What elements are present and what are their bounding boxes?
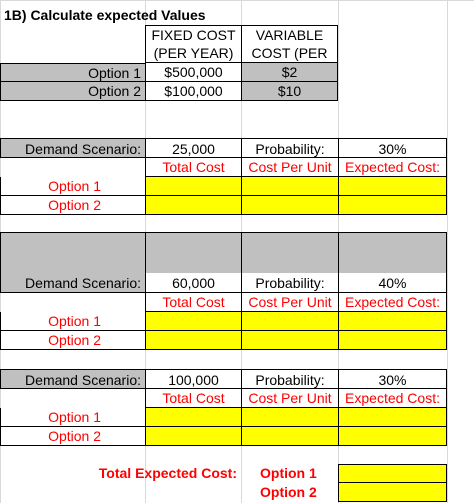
scenario-2-gray-top-left <box>0 232 145 273</box>
scenario-3-option-2-expected-cost[interactable] <box>338 427 447 446</box>
option-1-label: Option 1 <box>0 63 145 82</box>
scenario-1-option-2-label: Option 2 <box>0 196 145 215</box>
scenario-2-option-2-total-cost[interactable] <box>145 331 241 350</box>
scenario-3-probability: 30% <box>338 369 447 389</box>
scenario-1-cost-per-unit-header: Cost Per Unit <box>241 158 338 177</box>
scenario-3-option-1-total-cost[interactable] <box>145 408 241 427</box>
scenario-1-expected-cost-header: Expected Cost: <box>338 158 447 177</box>
page-title: 1B) Calculate expected Values <box>4 7 206 23</box>
option-2-fixed-cost: $100,000 <box>145 82 241 101</box>
scenario-2-probability: 40% <box>338 273 447 293</box>
fixed-cost-header-line1: FIXED COST <box>145 25 241 44</box>
fixed-cost-header-line2: (PER YEAR) <box>145 44 241 63</box>
scenario-2-probability-label: Probability: <box>241 273 338 293</box>
scenario-1-option-2-expected-cost[interactable] <box>338 196 447 215</box>
scenario-1-option-2-total-cost[interactable] <box>145 196 241 215</box>
scenario-2-option-2-cost-per-unit[interactable] <box>241 331 338 350</box>
scenario-2-gray-top-mid1 <box>145 232 241 273</box>
scenario-3-option-1-cost-per-unit[interactable] <box>241 408 338 427</box>
scenario-2-cost-per-unit-header: Cost Per Unit <box>241 293 338 312</box>
scenario-3-option-1-expected-cost[interactable] <box>338 408 447 427</box>
scenario-1-option-1-expected-cost[interactable] <box>338 177 447 196</box>
scenario-1-option-1-label: Option 1 <box>0 177 145 196</box>
scenario-2-option-1-label: Option 1 <box>0 312 145 331</box>
scenario-3-option-2-label: Option 2 <box>0 427 145 446</box>
scenario-1-option-1-cost-per-unit[interactable] <box>241 177 338 196</box>
scenario-3-expected-cost-header: Expected Cost: <box>338 389 447 408</box>
scenario-3-cost-per-unit-header: Cost Per Unit <box>241 389 338 408</box>
scenario-2-gray-top-mid2 <box>241 232 338 273</box>
scenario-3-total-cost-header: Total Cost <box>145 389 241 408</box>
scenario-3-probability-label: Probability: <box>241 369 338 389</box>
scenario-2-expected-cost-header: Expected Cost: <box>338 293 447 312</box>
scenario-2-option-2-expected-cost[interactable] <box>338 331 447 350</box>
scenario-3-option-1-label: Option 1 <box>0 408 145 427</box>
scenario-2-demand: 60,000 <box>145 273 241 293</box>
scenario-3-demand: 100,000 <box>145 369 241 389</box>
scenario-3-option-2-total-cost[interactable] <box>145 427 241 446</box>
scenario-1-probability-label: Probability: <box>241 138 338 158</box>
scenario-2-total-cost-header: Total Cost <box>145 293 241 312</box>
scenario-1-option-1-total-cost[interactable] <box>145 177 241 196</box>
total-option-1-expected-cost[interactable] <box>338 464 447 483</box>
option-1-variable-cost: $2 <box>241 63 338 82</box>
variable-cost-header-line2: COST (PER <box>241 44 338 63</box>
total-option-2-expected-cost[interactable] <box>338 483 447 502</box>
scenario-1-total-cost-header: Total Cost <box>145 158 241 177</box>
scenario-3-label: Demand Scenario: <box>0 369 145 389</box>
scenario-1-option-2-cost-per-unit[interactable] <box>241 196 338 215</box>
scenario-3-option-2-cost-per-unit[interactable] <box>241 427 338 446</box>
scenario-2-option-2-label: Option 2 <box>0 331 145 350</box>
scenario-1-probability: 30% <box>338 138 447 158</box>
scenario-1-demand: 25,000 <box>145 138 241 158</box>
total-option-2-label: Option 2 <box>260 484 317 500</box>
option-2-label: Option 2 <box>0 82 145 101</box>
total-option-1-label: Option 1 <box>260 465 317 481</box>
total-expected-cost-label: Total Expected Cost: <box>98 465 237 481</box>
scenario-2-option-1-total-cost[interactable] <box>145 312 241 331</box>
variable-cost-header-line1: VARIABLE <box>241 25 338 44</box>
scenario-1-label: Demand Scenario: <box>0 138 145 158</box>
option-2-variable-cost: $10 <box>241 82 338 101</box>
scenario-2-gray-top-right <box>338 232 447 273</box>
scenario-2-option-1-expected-cost[interactable] <box>338 312 447 331</box>
option-1-fixed-cost: $500,000 <box>145 63 241 82</box>
scenario-2-option-1-cost-per-unit[interactable] <box>241 312 338 331</box>
scenario-2-label: Demand Scenario: <box>0 273 145 293</box>
